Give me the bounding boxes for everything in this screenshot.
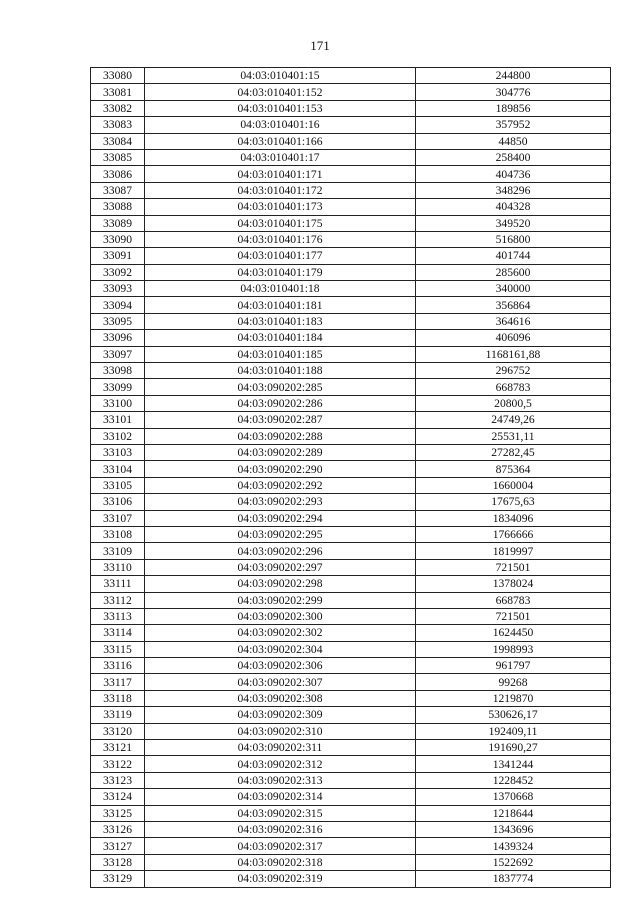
row-number-cell: 33129: [91, 871, 145, 887]
value-cell: 1624450: [416, 625, 611, 641]
row-number-cell: 33082: [91, 100, 145, 116]
table-row: [91, 379, 611, 395]
row-number-cell: 33103: [91, 444, 145, 460]
value-cell: 1218644: [416, 805, 611, 821]
value-cell: 20800,5: [416, 395, 611, 411]
table-row: [91, 248, 611, 264]
table-row: [91, 100, 611, 116]
row-number-cell: 33081: [91, 84, 145, 100]
value-cell: 1439324: [416, 838, 611, 854]
row-number-cell: 33086: [91, 166, 145, 182]
row-number-cell: 33104: [91, 461, 145, 477]
value-cell: 356864: [416, 297, 611, 313]
cadastral-number-cell: 04:03:090202:293: [145, 494, 416, 510]
cadastral-number-cell: 04:03:010401:181: [145, 297, 416, 313]
row-number-cell: 33089: [91, 215, 145, 231]
cadastral-number-cell: 04:03:090202:313: [145, 772, 416, 788]
cadastral-number-cell: 04:03:090202:297: [145, 559, 416, 575]
cadastral-number-cell: 04:03:010401:153: [145, 100, 416, 116]
value-cell: 516800: [416, 231, 611, 247]
cadastral-number-cell: 04:03:090202:316: [145, 821, 416, 837]
cadastral-number-cell: 04:03:090202:287: [145, 412, 416, 428]
value-cell: 401744: [416, 248, 611, 264]
value-cell: 668783: [416, 379, 611, 395]
table-row: [91, 838, 611, 854]
value-cell: 296752: [416, 363, 611, 379]
cadastral-number-cell: 04:03:090202:309: [145, 707, 416, 723]
cadastral-number-cell: 04:03:010401:15: [145, 68, 416, 84]
value-cell: 1343696: [416, 821, 611, 837]
value-cell: 1228452: [416, 772, 611, 788]
table-row: [91, 182, 611, 198]
row-number-cell: 33109: [91, 543, 145, 559]
row-number-cell: 33125: [91, 805, 145, 821]
value-cell: 285600: [416, 264, 611, 280]
table-row: [91, 756, 611, 772]
row-number-cell: 33097: [91, 346, 145, 362]
row-number-cell: 33120: [91, 723, 145, 739]
row-number-cell: 33127: [91, 838, 145, 854]
cadastral-number-cell: 04:03:010401:17: [145, 149, 416, 165]
cadastral-number-cell: 04:03:010401:185: [145, 346, 416, 362]
cadastral-number-cell: 04:03:090202:314: [145, 789, 416, 805]
table-row: [91, 199, 611, 215]
cadastral-number-cell: 04:03:010401:179: [145, 264, 416, 280]
row-number-cell: 33084: [91, 133, 145, 149]
value-cell: 875364: [416, 461, 611, 477]
cadastral-number-cell: 04:03:010401:173: [145, 199, 416, 215]
table-row: [91, 313, 611, 329]
cadastral-number-cell: 04:03:090202:296: [145, 543, 416, 559]
cadastral-number-cell: 04:03:090202:286: [145, 395, 416, 411]
row-number-cell: 33098: [91, 363, 145, 379]
table-row: [91, 264, 611, 280]
value-cell: 1370668: [416, 789, 611, 805]
value-cell: 99268: [416, 674, 611, 690]
row-number-cell: 33114: [91, 625, 145, 641]
row-number-cell: 33112: [91, 592, 145, 608]
cadastral-number-cell: 04:03:090202:315: [145, 805, 416, 821]
value-cell: 721501: [416, 559, 611, 575]
value-cell: 258400: [416, 149, 611, 165]
row-number-cell: 33096: [91, 330, 145, 346]
value-cell: 961797: [416, 658, 611, 674]
table-row: [91, 444, 611, 460]
table-row: [91, 363, 611, 379]
cadastral-number-cell: 04:03:090202:300: [145, 608, 416, 624]
table-row: [91, 543, 611, 559]
cadastral-number-cell: 04:03:010401:16: [145, 117, 416, 133]
row-number-cell: 33094: [91, 297, 145, 313]
value-cell: 1378024: [416, 576, 611, 592]
value-cell: 27282,45: [416, 444, 611, 460]
value-cell: 189856: [416, 100, 611, 116]
row-number-cell: 33092: [91, 264, 145, 280]
row-number-cell: 33116: [91, 658, 145, 674]
row-number-cell: 33106: [91, 494, 145, 510]
row-number-cell: 33110: [91, 559, 145, 575]
cadastral-number-cell: 04:03:090202:310: [145, 723, 416, 739]
table-row: [91, 608, 611, 624]
table-row: [91, 772, 611, 788]
table-row: [91, 412, 611, 428]
cadastral-number-cell: 04:03:090202:318: [145, 854, 416, 870]
cadastral-number-cell: 04:03:010401:18: [145, 281, 416, 297]
value-cell: 304776: [416, 84, 611, 100]
row-number-cell: 33113: [91, 608, 145, 624]
table-row: [91, 674, 611, 690]
value-cell: 1819997: [416, 543, 611, 559]
cadastral-number-cell: 04:03:090202:302: [145, 625, 416, 641]
table-row: [91, 297, 611, 313]
cadastral-number-cell: 04:03:090202:298: [145, 576, 416, 592]
table-row: [91, 821, 611, 837]
row-number-cell: 33111: [91, 576, 145, 592]
value-cell: 24749,26: [416, 412, 611, 428]
table-row: [91, 149, 611, 165]
value-cell: 1660004: [416, 477, 611, 493]
table-row: [91, 576, 611, 592]
row-number-cell: 33095: [91, 313, 145, 329]
row-number-cell: 33080: [91, 68, 145, 84]
table-row: [91, 592, 611, 608]
table-row: [91, 133, 611, 149]
table-row: [91, 641, 611, 657]
value-cell: 340000: [416, 281, 611, 297]
table-row: [91, 789, 611, 805]
row-number-cell: 33123: [91, 772, 145, 788]
row-number-cell: 33093: [91, 281, 145, 297]
value-cell: 530626,17: [416, 707, 611, 723]
row-number-cell: 33117: [91, 674, 145, 690]
cadastral-number-cell: 04:03:010401:188: [145, 363, 416, 379]
cadastral-number-cell: 04:03:090202:304: [145, 641, 416, 657]
table-row: [91, 871, 611, 887]
table-row: [91, 707, 611, 723]
value-cell: 1766666: [416, 526, 611, 542]
row-number-cell: 33121: [91, 740, 145, 756]
cadastral-number-cell: 04:03:010401:171: [145, 166, 416, 182]
row-number-cell: 33102: [91, 428, 145, 444]
value-cell: 404736: [416, 166, 611, 182]
row-number-cell: 33087: [91, 182, 145, 198]
row-number-cell: 33118: [91, 690, 145, 706]
table-row: [91, 231, 611, 247]
cadastral-number-cell: 04:03:090202:292: [145, 477, 416, 493]
row-number-cell: 33090: [91, 231, 145, 247]
registry-table: [90, 67, 611, 888]
table-row: [91, 166, 611, 182]
row-number-cell: 33105: [91, 477, 145, 493]
row-number-cell: 33115: [91, 641, 145, 657]
cadastral-number-cell: 04:03:010401:177: [145, 248, 416, 264]
cadastral-number-cell: 04:03:090202:308: [145, 690, 416, 706]
cadastral-number-cell: 04:03:010401:166: [145, 133, 416, 149]
table-row: [91, 281, 611, 297]
value-cell: 1522692: [416, 854, 611, 870]
cadastral-number-cell: 04:03:090202:299: [145, 592, 416, 608]
value-cell: 25531,11: [416, 428, 611, 444]
table-row: [91, 461, 611, 477]
table-row: [91, 723, 611, 739]
row-number-cell: 33107: [91, 510, 145, 526]
value-cell: 404328: [416, 199, 611, 215]
table-row: [91, 117, 611, 133]
cadastral-number-cell: 04:03:090202:312: [145, 756, 416, 772]
value-cell: 364616: [416, 313, 611, 329]
table-row: [91, 658, 611, 674]
value-cell: 348296: [416, 182, 611, 198]
row-number-cell: 33124: [91, 789, 145, 805]
table-row: [91, 215, 611, 231]
row-number-cell: 33101: [91, 412, 145, 428]
cadastral-number-cell: 04:03:090202:306: [145, 658, 416, 674]
table-row: [91, 84, 611, 100]
value-cell: 244800: [416, 68, 611, 84]
cadastral-number-cell: 04:03:010401:152: [145, 84, 416, 100]
row-number-cell: 33083: [91, 117, 145, 133]
cadastral-number-cell: 04:03:090202:289: [145, 444, 416, 460]
value-cell: 192409,11: [416, 723, 611, 739]
value-cell: 406096: [416, 330, 611, 346]
table-row: [91, 395, 611, 411]
page-number: 171: [310, 38, 330, 53]
row-number-cell: 33099: [91, 379, 145, 395]
cadastral-number-cell: 04:03:090202:311: [145, 740, 416, 756]
table-row: [91, 740, 611, 756]
table-row: [91, 330, 611, 346]
table-row: [91, 805, 611, 821]
cadastral-number-cell: 04:03:010401:176: [145, 231, 416, 247]
value-cell: 349520: [416, 215, 611, 231]
cadastral-number-cell: 04:03:010401:184: [145, 330, 416, 346]
cadastral-number-cell: 04:03:090202:288: [145, 428, 416, 444]
value-cell: 1168161,88: [416, 346, 611, 362]
table-row: [91, 559, 611, 575]
value-cell: 721501: [416, 608, 611, 624]
row-number-cell: 33119: [91, 707, 145, 723]
table-row: [91, 346, 611, 362]
row-number-cell: 33085: [91, 149, 145, 165]
row-number-cell: 33100: [91, 395, 145, 411]
cadastral-number-cell: 04:03:090202:295: [145, 526, 416, 542]
cadastral-number-cell: 04:03:010401:175: [145, 215, 416, 231]
table-row: [91, 494, 611, 510]
value-cell: 1998993: [416, 641, 611, 657]
table-row: [91, 477, 611, 493]
value-cell: 668783: [416, 592, 611, 608]
table-row: [91, 428, 611, 444]
value-cell: 1219870: [416, 690, 611, 706]
table-row: [91, 625, 611, 641]
value-cell: 17675,63: [416, 494, 611, 510]
value-cell: 1834096: [416, 510, 611, 526]
table-row: [91, 68, 611, 84]
row-number-cell: 33088: [91, 199, 145, 215]
row-number-cell: 33091: [91, 248, 145, 264]
row-number-cell: 33126: [91, 821, 145, 837]
table-row: [91, 526, 611, 542]
cadastral-number-cell: 04:03:090202:319: [145, 871, 416, 887]
row-number-cell: 33122: [91, 756, 145, 772]
cadastral-number-cell: 04:03:010401:172: [145, 182, 416, 198]
row-number-cell: 33108: [91, 526, 145, 542]
cadastral-number-cell: 04:03:090202:285: [145, 379, 416, 395]
table-row: [91, 854, 611, 870]
cadastral-number-cell: 04:03:090202:317: [145, 838, 416, 854]
table-row: [91, 510, 611, 526]
value-cell: 191690,27: [416, 740, 611, 756]
table-row: [91, 690, 611, 706]
cadastral-number-cell: 04:03:010401:183: [145, 313, 416, 329]
cadastral-number-cell: 04:03:090202:294: [145, 510, 416, 526]
value-cell: 1341244: [416, 756, 611, 772]
cadastral-number-cell: 04:03:090202:290: [145, 461, 416, 477]
registry-table-body: [91, 68, 611, 888]
cadastral-number-cell: 04:03:090202:307: [145, 674, 416, 690]
value-cell: 357952: [416, 117, 611, 133]
value-cell: 44850: [416, 133, 611, 149]
value-cell: 1837774: [416, 871, 611, 887]
row-number-cell: 33128: [91, 854, 145, 870]
